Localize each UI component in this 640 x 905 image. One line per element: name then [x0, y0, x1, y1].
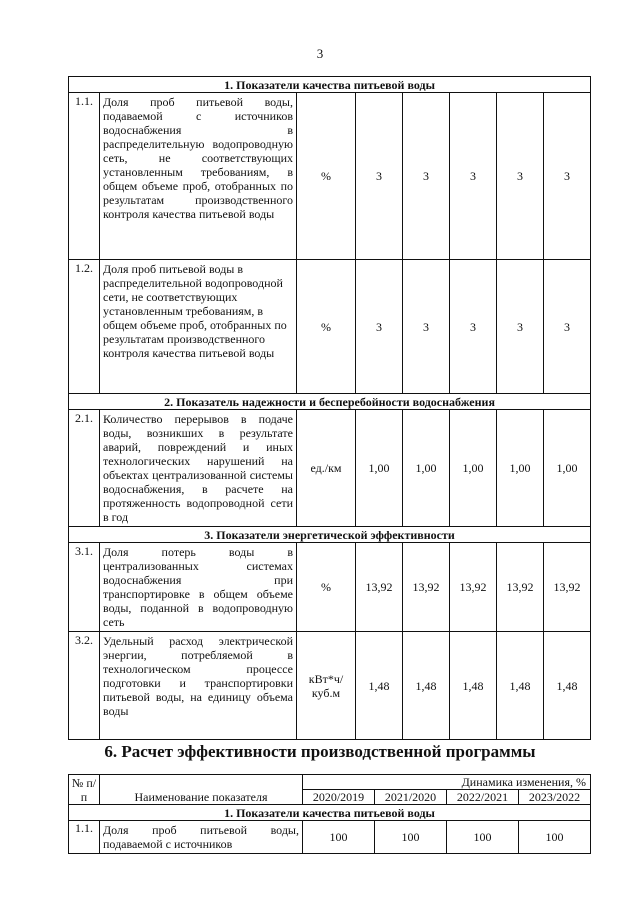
- indicators-table: [68, 76, 591, 740]
- value-cell: 100: [303, 821, 375, 854]
- indicator-name: Удельный расход электрической энергии, потребляемой в технологическом процессе подготовки и транспортировки питьевой воды, на единицу объема воды: [100, 632, 297, 740]
- value-cell: 13,92: [356, 543, 403, 632]
- indicator-name: Доля проб питьевой воды, подаваемой с источников водоснабжения в распределительную водопроводную сеть, не соответствующих установленным требованиям, в общем объеме проб, отобранных по результатам производственного контроля качества питьевой воды: [100, 93, 297, 260]
- row-number: 2.1.: [69, 410, 100, 527]
- value-cell: 100: [375, 821, 447, 854]
- value-cell: 1,48: [450, 632, 497, 740]
- value-cell: 1,48: [356, 632, 403, 740]
- header-year: 2021/2020: [375, 790, 447, 805]
- indicator-name: Количество перерывов в подаче воды, возникших в результате аварий, повреждений и иных технологических нарушений на объектах централизованной системы водоснабжения, в расчете на протяженность водопроводной сети в год: [100, 410, 297, 527]
- efficiency-table: [68, 774, 591, 854]
- value-cell: 3: [544, 93, 591, 260]
- value-cell: 3: [544, 260, 591, 394]
- value-cell: 1,00: [403, 410, 450, 527]
- row-number: 1.1.: [69, 821, 100, 854]
- value-cell: 3: [450, 260, 497, 394]
- value-cell: 3: [497, 260, 544, 394]
- row-number: 1.1.: [69, 93, 100, 260]
- header-year: 2020/2019: [303, 790, 375, 805]
- value-cell: 1,48: [403, 632, 450, 740]
- row-number: 3.1.: [69, 543, 100, 632]
- row-number: 1.2.: [69, 260, 100, 394]
- section-title: 6. Расчет эффективности производственной программы: [104, 742, 536, 761]
- value-cell: 3: [356, 260, 403, 394]
- header-name: Наименование показателя: [100, 775, 303, 805]
- indicator-name: Доля потерь воды в централизованных системах водоснабжения при транспортировке в общем объеме воды, поданной в водопроводную сеть: [100, 543, 297, 632]
- value-cell: 1,00: [544, 410, 591, 527]
- header-year: 2023/2022: [519, 790, 591, 805]
- value-cell: 100: [519, 821, 591, 854]
- value-cell: 1,00: [497, 410, 544, 527]
- value-cell: 3: [403, 260, 450, 394]
- value-cell: 13,92: [450, 543, 497, 632]
- header-number: № п/п: [69, 775, 100, 805]
- indicator-name: Доля проб питьевой воды в распределительной водопроводной сети, не соответствующих установленным требованиям, в общем объеме проб, отобранных по результатам производственного контроля качества питьевой воды: [100, 260, 297, 394]
- value-cell: 13,92: [497, 543, 544, 632]
- unit-cell: %: [297, 93, 356, 260]
- value-cell: 3: [497, 93, 544, 260]
- value-cell: 1,48: [497, 632, 544, 740]
- value-cell: 100: [447, 821, 519, 854]
- header-year: 2022/2021: [447, 790, 519, 805]
- section-header: 3. Показатели энергетической эффективности: [69, 527, 591, 543]
- section-header: 1. Показатели качества питьевой воды: [69, 77, 591, 93]
- value-cell: 13,92: [544, 543, 591, 632]
- value-cell: 1,00: [450, 410, 497, 527]
- header-dynamics: Динамика изменения, %: [303, 775, 591, 790]
- row-number: 3.2.: [69, 632, 100, 740]
- value-cell: 3: [356, 93, 403, 260]
- value-cell: 1,48: [544, 632, 591, 740]
- value-cell: 13,92: [403, 543, 450, 632]
- section-header: 1. Показатели качества питьевой воды: [69, 805, 591, 821]
- unit-cell: ед./км: [297, 410, 356, 527]
- indicator-name: Доля проб питьевой воды, подаваемой с источников: [100, 821, 303, 854]
- unit-cell: кВт*ч/ куб.м: [297, 632, 356, 740]
- value-cell: 3: [450, 93, 497, 260]
- unit-cell: %: [297, 543, 356, 632]
- page-number: 3: [316, 46, 324, 61]
- value-cell: 3: [403, 93, 450, 260]
- unit-cell: %: [297, 260, 356, 394]
- section-header: 2. Показатель надежности и бесперебойности водоснабжения: [69, 394, 591, 410]
- value-cell: 1,00: [356, 410, 403, 527]
